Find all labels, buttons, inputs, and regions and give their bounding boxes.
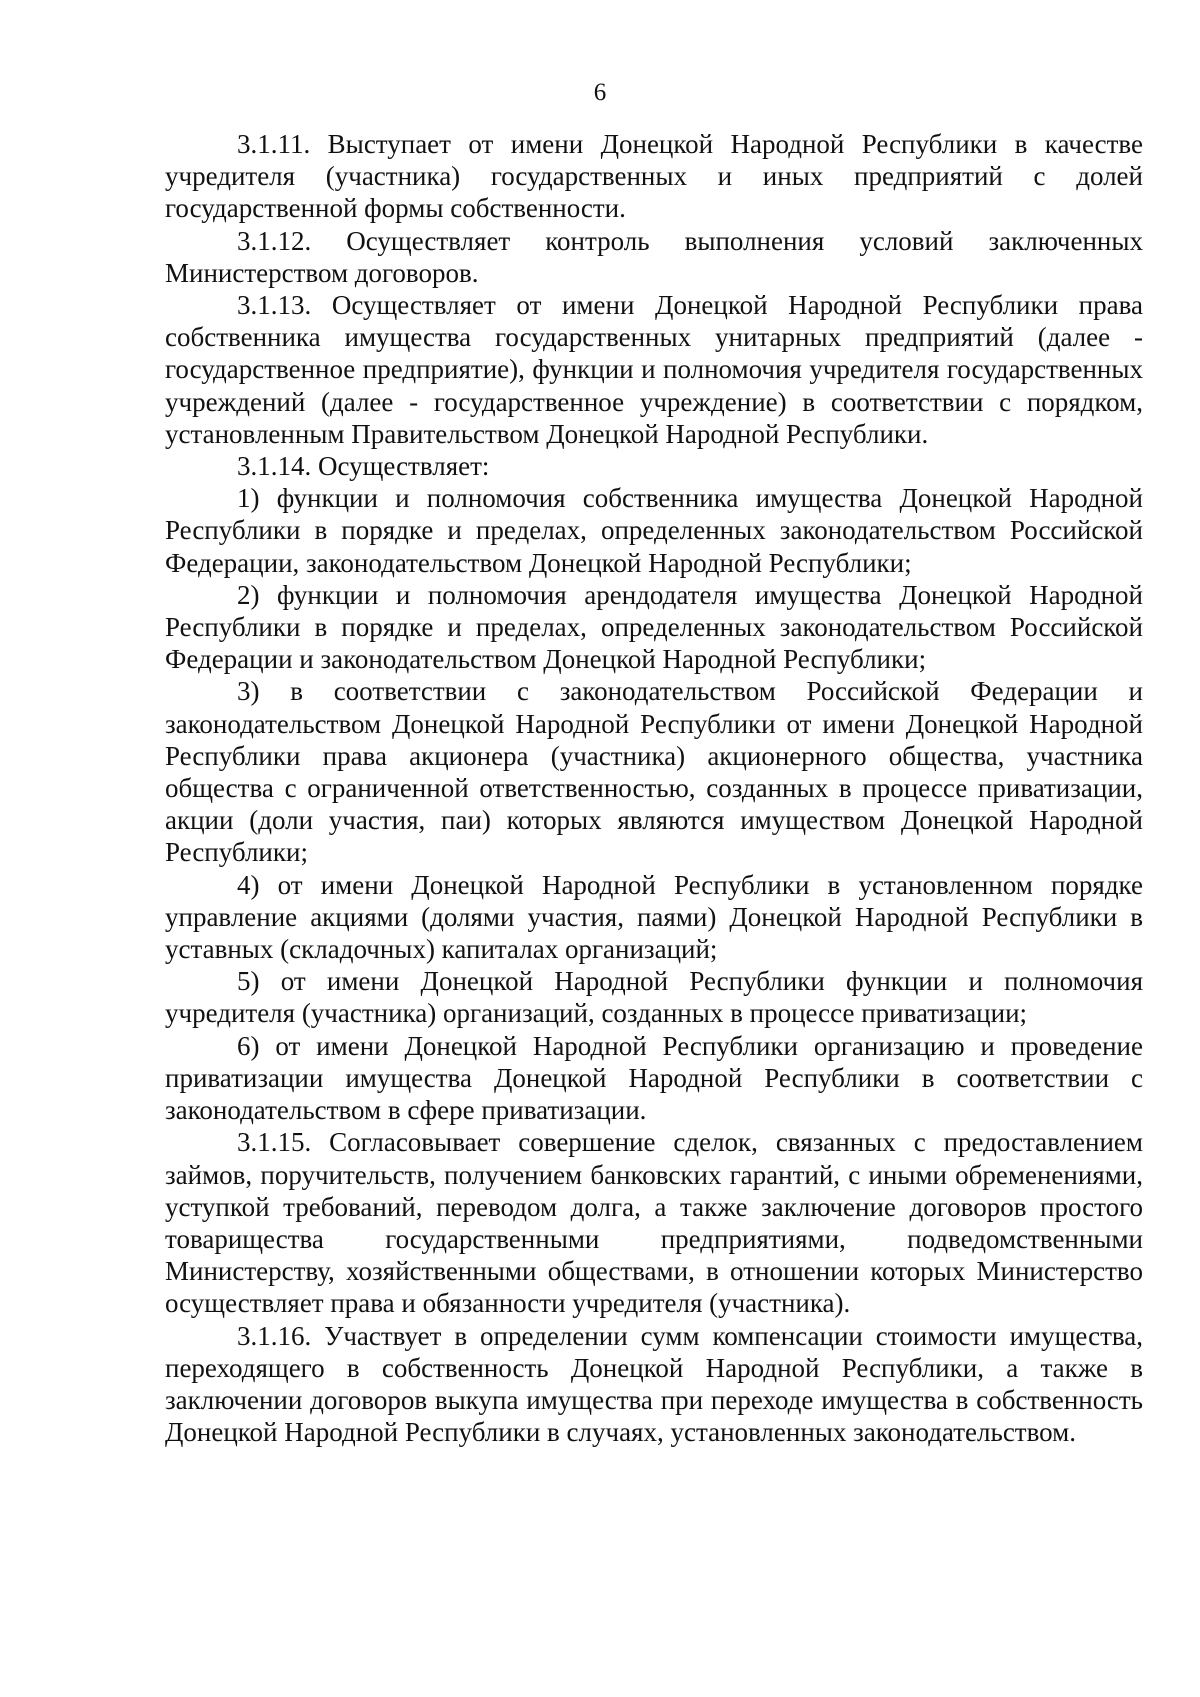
list-item-2: 2) функции и полномочия арендодателя имущества Донецкой Народной Республики в порядке и пределах, определенных законодательством Российской Федерации и законодательством Донецкой Народной Республики; xyxy=(165,579,1143,675)
paragraph-3-1-12: 3.1.12. Осуществляет контроль выполнения условий заключенных Министерством договоров. xyxy=(165,225,1143,288)
list-item-5: 5) от имени Донецкой Народной Республики функции и полномочия учредителя (участника) организаций, созданных в процессе приватизации; xyxy=(165,966,1143,1029)
list-item-1: 1) функции и полномочия собственника имущества Донецкой Народной Республики в порядке и пределах, определенных законодательством Российской Федерации, законодательством Донецкой Народной Республики; xyxy=(165,483,1143,578)
list-item-6: 6) от имени Донецкой Народной Республики организацию и проведение приватизации имущества Донецкой Народной Республики в соответствии с законодательством в сфере приватизации. xyxy=(165,1030,1143,1126)
paragraph-3-1-15: 3.1.15. Согласовывает совершение сделок, связанных с предоставлением займов, поручительств, получением банковских гарантий, с иными обременениями, уступкой требований, переводом долга, а также заключение договоров простого товарищества государственными предприятиями, подведомственными Министерству, хозяйственными обществами, в отношении которых Министерство осуществляет права и обязанности учредителя (участника). xyxy=(165,1127,1143,1319)
page-number: 6 xyxy=(593,79,607,106)
paragraph-3-1-11: 3.1.11. Выступает от имени Донецкой Народной Республики в качестве учредителя (участника) государственных и иных предприятий с долей государственной формы собственности. xyxy=(165,129,1143,224)
paragraph-3-1-16: 3.1.16. Участвует в определении сумм компенсации стоимости имущества, переходящего в собственность Донецкой Народной Республики, а также в заключении договоров выкупа имущества при переходе имущества в собственность Донецкой Народной Республики в случаях, установленных законодательством. xyxy=(165,1320,1143,1448)
list-item-4: 4) от имени Донецкой Народной Республики в установленном порядке управление акциями (долями участия, паями) Донецкой Народной Республики в уставных (складочных) капиталах организаций; xyxy=(165,869,1143,965)
list-item-3: 3) в соответствии с законодательством Российской Федерации и законодательством Донецкой Народной Республики от имени Донецкой Народной Республики права акционера (участника) акционерного общества, участника общества с ограниченной ответственностью, созданных в процессе приватизации, акции (доли участия, паи) которых являются имуществом Донецкой Народной Республики; xyxy=(165,676,1143,868)
paragraph-3-1-13: 3.1.13. Осуществляет от имени Донецкой Народной Республики права собственника имущества государственных унитарных предприятий (далее - государственное предприятие), функции и полномочия учредителя государственных учреждений (далее - государственное учреждение) в соответствии с порядком, установленным Правительством Донецкой Народной Республики. xyxy=(165,290,1143,449)
document-body xyxy=(165,128,1143,1448)
paragraph-3-1-14: 3.1.14. Осуществляет: xyxy=(237,451,490,482)
